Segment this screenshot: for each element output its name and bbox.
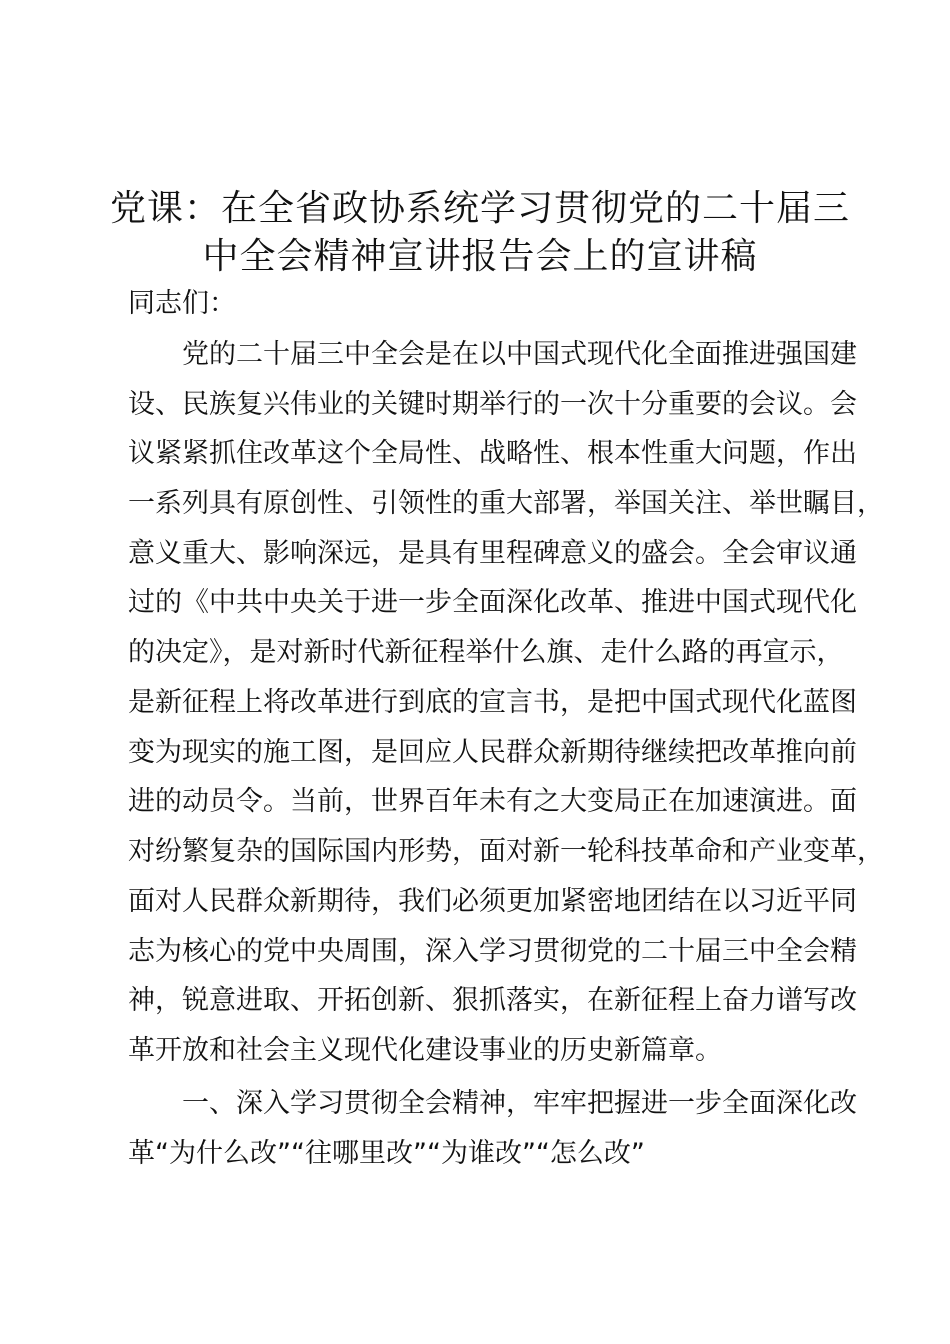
section-heading-line: 革“为什么改”“往哪里改”“为谁改”“怎么改” <box>128 1138 645 1169</box>
paragraph-line: 的决定》，是对新时代新征程举什么旗、走什么路的再宣示， <box>128 637 844 668</box>
paragraph-line: 志为核心的党中央周围，深入学习贯彻党的二十届三中全会精 <box>128 936 857 967</box>
paragraph-line: 一系列具有原创性、引领性的重大部署，举国关注、举世瞩目， <box>128 488 884 519</box>
paragraph-line: 意义重大、影响深远，是具有里程碑意义的盛会。全会审议通 <box>128 538 857 569</box>
paragraph-line: 议紧紧抓住改革这个全局性、战略性、根本性重大问题，作出 <box>128 438 857 469</box>
paragraph-line: 面对人民群众新期待，我们必须更加紧密地团结在以习近平同 <box>128 886 857 917</box>
paragraph-line: 进的动员令。当前，世界百年未有之大变局正在加速演进。面 <box>128 786 857 817</box>
document-title-line-2: 中全会精神宣讲报告会上的宣讲稿 <box>202 236 758 277</box>
section-heading-line: 一、深入学习贯彻全会精神，牢牢把握进一步全面深化改 <box>182 1088 857 1119</box>
document-title-line-1: 党课：在全省政协系统学习贯彻党的二十届三 <box>110 188 851 229</box>
paragraph-line: 是新征程上将改革进行到底的宣言书，是把中国式现代化蓝图 <box>128 687 857 718</box>
paragraph-line: 对纷繁复杂的国际国内形势，面对新一轮科技革命和产业变革， <box>128 836 884 867</box>
salutation: 同志们： <box>128 288 236 319</box>
paragraph-line: 设、民族复兴伟业的关键时期举行的一次十分重要的会议。会 <box>128 389 857 420</box>
paragraph-line: 过的《中共中央关于进一步全面深化改革、推进中国式现代化 <box>128 587 857 618</box>
paragraph-line: 党的二十届三中全会是在以中国式现代化全面推进强国建 <box>182 339 857 370</box>
paragraph-line: 革开放和社会主义现代化建设事业的历史新篇章。 <box>128 1035 722 1066</box>
paragraph-line: 神，锐意进取、开拓创新、狠抓落实，在新征程上奋力谱写改 <box>128 985 857 1016</box>
paragraph-line: 变为现实的施工图，是回应人民群众新期待继续把改革推向前 <box>128 737 857 768</box>
